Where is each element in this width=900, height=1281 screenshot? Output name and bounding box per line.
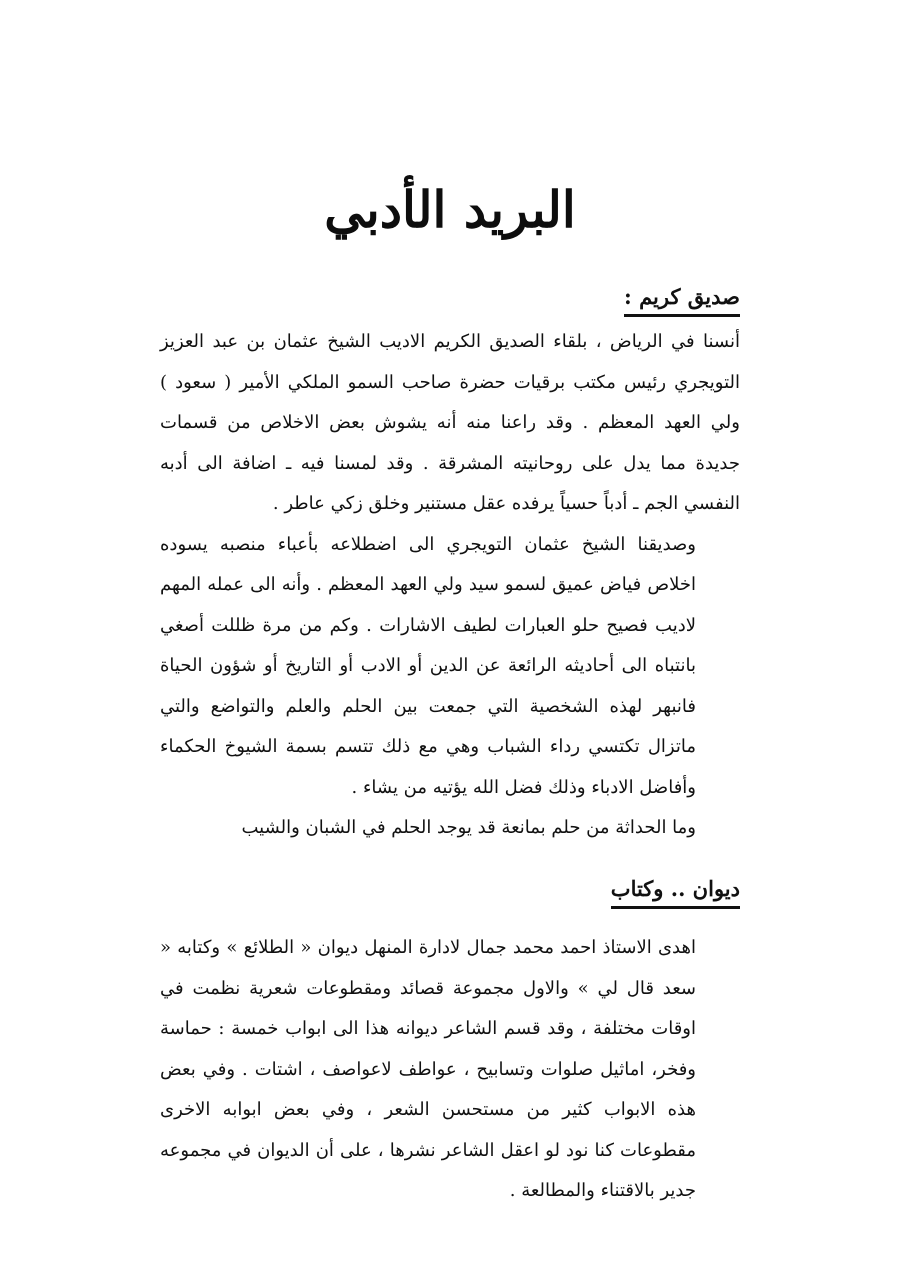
article-paragraph: اهدى الاستاذ احمد محمد جمال لادارة المنهل ديوان « الطلائع » وكتابه « سعد قال لي » والاول مجموعة قصائد ومقطوعات شعرية نظمت في اوقات مختلفة ، وقد قسم الشاعر ديوانه هذا الى ابواب خمسة : حماسة وفخر، اماثيل صلوات وتسابيح ، عواطف لاعواصف ، اشتات . وفي بعض هذه الابواب كثير من مستحسن الشعر ، وفي بعض ابوابه الاخرى مقطوعات كنا نود لو اعقل الشاعر نشرها ، على أن الديوان في مجموعه جدير بالاقتناء والمطالعة . (160, 937, 696, 1201)
article-paragraph: أنسنا في الرياض ، بلقاء الصديق الكريم الاديب الشيخ عثمان بن عبد العزيز التويجري رئيس مكتب برقيات حضرة صاحب السمو الملكي الأمير ( سعود ) ولي العهد المعظم . وقد راعنا منه أنه يشوش بعض الاخلاص من قسمات جديدة مما يدل على روحانيته المشرقة . وقد لمسنا فيه ـ اضافة الى أدبه النفسي الجم ـ أدباً حسياً يرفده عقل مستنير وخلق زكي عاطر . (160, 331, 740, 514)
heading-underline (611, 906, 740, 909)
section-heading-friend (624, 282, 740, 317)
article-paragraph: وصديقنا الشيخ عثمان التويجري الى اضطلاعه بأعباء منصبه يسوده اخلاص فياض عميق لسمو سيد ولي العهد المعظم . وأنه الى عمله المهم لاديب فصيح حلو العبارات لطيف الاشارات . وكم من مرة ظللت أصغي بانتباه الى أحاديثه الرائعة عن الدين أو الادب أو التاريخ أو شؤون الحياة فانبهر لهذه الشخصية التي جمعت بين الحلم والعلم والتواضع والتي ماتزال تكتسي رداء الشباب وهي مع ذلك تتسم بسمة الشيوخ الحكماء وأفاضل الادباء وذلك فضل الله يؤتيه من يشاء . (160, 533, 696, 798)
poetry-verse: وما الحداثة من حلم بمانعة قد يوجد الحلم في الشبان والشيب (241, 817, 696, 838)
article-friend (160, 322, 740, 849)
section-heading-diwan-text: ديوان .. وكتاب (610, 876, 740, 901)
heading-underline (624, 314, 740, 317)
article-diwan (160, 928, 740, 1212)
masthead-title: البريد الأدبي (324, 180, 576, 239)
section-heading-friend-text: صديق كريم : (624, 284, 740, 309)
section-heading-diwan (611, 874, 740, 909)
